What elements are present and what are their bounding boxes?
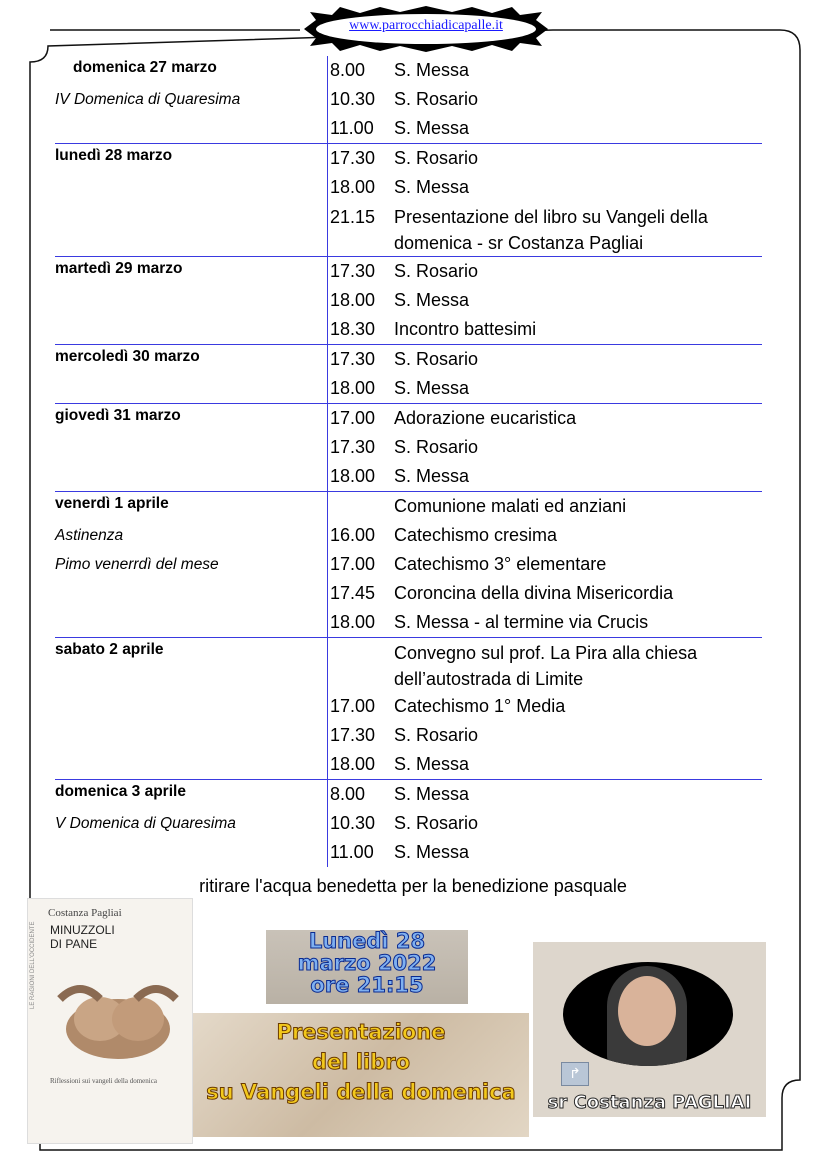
event-description: S. Rosario (394, 725, 479, 745)
event-time: 21.15 (330, 207, 376, 227)
schedule-day-row (55, 56, 762, 144)
event-item (330, 521, 762, 550)
event-description: S. Messa (394, 290, 470, 310)
event-description: S. Messa (394, 466, 470, 486)
book-series: LE RAGIONI DELL'OCCIDENTE (30, 921, 36, 1009)
event-item (330, 257, 762, 286)
day-label: venerdì 1 aprile (55, 495, 169, 512)
event-time: 18.00 (330, 612, 376, 632)
event-item (330, 404, 762, 433)
event-description: Comunione malati ed anziani (394, 496, 627, 516)
event-time: 17.30 (330, 349, 376, 369)
schedule-day-row (55, 345, 762, 404)
event-item (330, 433, 762, 462)
event-time: 18.00 (330, 754, 376, 774)
event-description: S. Rosario (394, 813, 479, 833)
day-cell (55, 404, 327, 433)
event-description: Coroncina della divina Misericordia (394, 583, 674, 603)
event-time: 17.00 (330, 696, 376, 716)
event-time: 10.30 (330, 89, 376, 109)
event-description: S. Messa (394, 177, 470, 197)
book-subtitle: Riflessioni sui vangeli della domenica (50, 1077, 157, 1085)
event-description: S. Messa (394, 842, 470, 862)
event-description: Catechismo 3° elementare (394, 554, 607, 574)
event-item (330, 56, 762, 85)
event-date-banner: Lunedì 28 marzo 2022 ore 21:15 (266, 930, 468, 1004)
event-time: 18.00 (330, 466, 376, 486)
schedule-day-row (55, 257, 762, 345)
day-label: sabato 2 aprile (55, 641, 164, 658)
day-label: mercoledì 30 marzo (55, 348, 200, 365)
event-item (330, 838, 762, 867)
event-time: 11.00 (330, 842, 374, 862)
event-time: 8.00 (330, 60, 366, 80)
day-cell (55, 780, 327, 838)
schedule-table (55, 56, 762, 867)
event-item (330, 286, 762, 315)
event-item (330, 144, 762, 173)
event-description: S. Rosario (394, 349, 479, 369)
book-author: Costanza Pagliai (48, 907, 122, 919)
events-cell (327, 257, 762, 344)
event-time: 17.30 (330, 725, 376, 745)
event-item (330, 721, 762, 750)
event-item (330, 85, 762, 114)
event-description: S. Rosario (394, 261, 479, 281)
event-time: 10.30 (330, 813, 376, 833)
schedule-day-row (55, 144, 762, 257)
events-cell (327, 345, 762, 403)
schedule-day-row (55, 492, 762, 638)
day-cell (55, 638, 327, 667)
day-cell (55, 56, 327, 114)
event-time: 18.00 (330, 177, 376, 197)
event-item (330, 492, 762, 521)
event-item (330, 638, 762, 692)
event-time: 17.45 (330, 583, 376, 603)
event-item (330, 608, 762, 637)
event-description: Catechismo 1° Media (394, 696, 566, 716)
event-description: Catechismo cresima (394, 525, 558, 545)
event-description: Incontro battesimi (394, 319, 537, 339)
schedule-day-row (55, 638, 762, 780)
event-item (330, 202, 762, 256)
event-description: S. Messa (394, 60, 470, 80)
events-cell (327, 492, 762, 637)
day-cell (55, 492, 327, 579)
day-note: Astinenza (55, 527, 124, 544)
book-title: MINUZZOLI DI PANE (50, 923, 115, 951)
event-item (330, 550, 762, 579)
event-description: S. Rosario (394, 148, 479, 168)
event-description: S. Rosario (394, 437, 479, 457)
author-name-caption: sr Costanza PAGLIAI (547, 1092, 752, 1113)
event-description: S. Messa (394, 754, 470, 774)
portrait-oval (563, 962, 733, 1066)
event-description: S. Messa (394, 118, 470, 138)
event-description: S. Rosario (394, 89, 479, 109)
schedule-day-row (55, 404, 762, 492)
share-arrow-icon: ↱ (561, 1062, 589, 1086)
event-description: Adorazione eucaristica (394, 408, 577, 428)
event-time: 16.00 (330, 525, 376, 545)
event-item (330, 750, 762, 779)
event-item (330, 809, 762, 838)
event-item (330, 780, 762, 809)
event-description: S. Messa - al termine via Crucis (394, 612, 649, 632)
day-label: lunedì 28 marzo (55, 147, 173, 164)
day-label: giovedì 31 marzo (55, 407, 181, 424)
event-item (330, 692, 762, 721)
event-item (330, 345, 762, 374)
bread-hands-illustration (50, 959, 186, 1069)
event-description: S. Messa (394, 784, 470, 804)
event-time: 17.00 (330, 554, 376, 574)
events-cell (327, 780, 762, 867)
schedule-day-row (55, 780, 762, 867)
day-label: martedì 29 marzo (55, 260, 183, 277)
event-time: 18.00 (330, 290, 376, 310)
event-time: 8.00 (330, 784, 366, 804)
event-item (330, 462, 762, 491)
presentation-banner: Presentazione del libro su Vangeli della domenica (193, 1013, 529, 1137)
event-time (330, 640, 394, 692)
event-time: 18.30 (330, 319, 376, 339)
event-item (330, 114, 762, 143)
events-cell (327, 56, 762, 143)
day-label: domenica 27 marzo (73, 59, 217, 76)
author-photo (533, 942, 766, 1117)
day-cell (55, 257, 327, 286)
event-description: S. Messa (394, 378, 470, 398)
events-cell (327, 404, 762, 491)
event-time: 11.00 (330, 118, 374, 138)
day-note: V Domenica di Quaresima (55, 815, 236, 832)
day-note: IV Domenica di Quaresima (55, 91, 241, 108)
event-item (330, 173, 762, 202)
day-note: Pimo venerrdì del mese (55, 556, 219, 573)
events-cell (327, 144, 762, 256)
event-time: 18.00 (330, 378, 376, 398)
day-label: domenica 3 aprile (55, 783, 186, 800)
day-cell (55, 144, 327, 173)
event-time: 17.30 (330, 148, 376, 168)
portrait-face (618, 976, 676, 1046)
event-item (330, 315, 762, 344)
event-description: Presentazione del libro su Vangeli della domenica - sr Costanza Pagliai (394, 207, 708, 253)
book-cover-image (27, 898, 193, 1144)
event-time: 17.00 (330, 408, 376, 428)
event-time (330, 492, 394, 521)
website-link[interactable]: www.parrocchiadicapalle.it (349, 18, 503, 33)
event-time: 17.30 (330, 261, 376, 281)
events-cell (327, 638, 762, 779)
footer-note: ritirare l'acqua benedetta per la benedizione pasquale (199, 876, 627, 896)
event-description: Convegno sul prof. La Pira alla chiesa dell’autostrada di Limite (394, 643, 698, 689)
day-cell (55, 345, 327, 374)
event-item (330, 579, 762, 608)
event-item (330, 374, 762, 403)
event-time: 17.30 (330, 437, 376, 457)
